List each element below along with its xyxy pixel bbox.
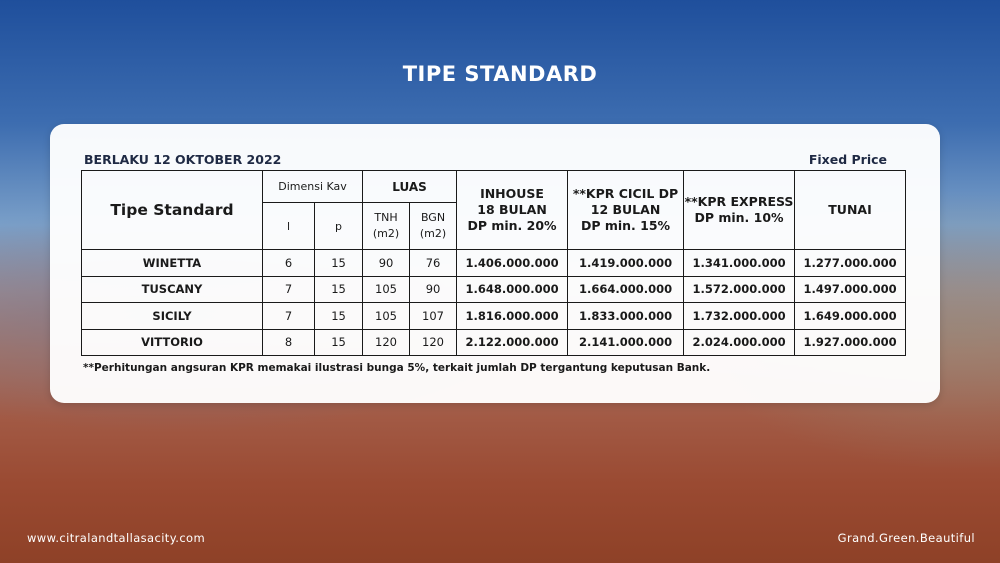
row-dimensi-l: 8 — [263, 329, 315, 356]
footer-tagline: Grand.Green.Beautiful — [837, 531, 975, 545]
price-card — [50, 124, 940, 403]
row-luas-bgn: 90 — [410, 276, 457, 303]
header-inhouse — [457, 171, 568, 250]
row-price-inhouse: 1.406.000.000 — [457, 250, 568, 277]
row-dimensi-p: 15 — [315, 250, 363, 277]
header-kpr-express — [684, 171, 795, 250]
row-dimensi-p: 15 — [315, 276, 363, 303]
row-price-inhouse: 2.122.000.000 — [457, 329, 568, 356]
page-title: TIPE STANDARD — [402, 62, 598, 86]
header-bgn-label: BGN — [420, 211, 446, 224]
row-price-inhouse: 1.648.000.000 — [457, 276, 568, 303]
table-row — [82, 250, 906, 277]
header-dimensi-l: l — [263, 203, 315, 250]
header-inhouse-line3: DP min. 20% — [467, 218, 557, 233]
header-tnh-unit: (m2) — [372, 227, 400, 240]
row-dimensi-l: 7 — [263, 276, 315, 303]
row-luas-tnh: 120 — [363, 329, 410, 356]
header-tunai: TUNAI — [795, 171, 906, 250]
row-luas-tnh: 105 — [363, 303, 410, 330]
header-tnh-label: TNH — [374, 211, 398, 224]
kpr-footnote: **Perhitungan angsuran KPR memakai ilustrasi bunga 5%, terkait jumlah DP tergantung keputusan Bank. — [83, 362, 711, 374]
row-price-kpr-cicil: 1.664.000.000 — [568, 276, 684, 303]
price-type-label: Fixed Price — [808, 152, 887, 167]
row-dimensi-l: 7 — [263, 303, 315, 330]
row-type-name: TUSCANY — [82, 276, 263, 303]
row-price-kpr-express: 2.024.000.000 — [684, 329, 795, 356]
row-price-inhouse: 1.816.000.000 — [457, 303, 568, 330]
header-kpr-cicil-line3: DP min. 15% — [580, 218, 671, 233]
table-header-row — [82, 171, 906, 203]
row-price-tunai: 1.649.000.000 — [795, 303, 906, 330]
row-price-tunai: 1.927.000.000 — [795, 329, 906, 356]
header-kpr-cicil — [568, 171, 684, 250]
header-luas: LUAS — [363, 171, 457, 203]
table-row — [82, 276, 906, 303]
header-bgn-unit: (m2) — [419, 227, 447, 240]
row-price-kpr-cicil: 1.419.000.000 — [568, 250, 684, 277]
row-luas-bgn: 120 — [410, 329, 457, 356]
footer-website: www.citralandtallasacity.com — [27, 531, 206, 545]
effective-date: BERLAKU 12 OKTOBER 2022 — [84, 152, 282, 167]
row-price-kpr-express: 1.732.000.000 — [684, 303, 795, 330]
row-luas-tnh: 90 — [363, 250, 410, 277]
header-dimensi-p: p — [315, 203, 363, 250]
row-dimensi-l: 6 — [263, 250, 315, 277]
header-inhouse-line1: INHOUSE — [480, 186, 544, 201]
row-price-kpr-cicil: 2.141.000.000 — [568, 329, 684, 356]
row-price-kpr-cicil: 1.833.000.000 — [568, 303, 684, 330]
row-price-kpr-express: 1.572.000.000 — [684, 276, 795, 303]
header-type: Tipe Standard — [82, 171, 263, 250]
row-type-name: VITTORIO — [82, 329, 263, 356]
row-luas-bgn: 76 — [410, 250, 457, 277]
row-price-tunai: 1.277.000.000 — [795, 250, 906, 277]
header-kpr-cicil-line1: **KPR CICIL DP — [572, 186, 679, 201]
row-dimensi-p: 15 — [315, 303, 363, 330]
header-inhouse-line2: 18 BULAN — [477, 202, 547, 217]
header-dimensi-kav: Dimensi Kav — [263, 171, 363, 203]
row-luas-bgn: 107 — [410, 303, 457, 330]
header-kpr-cicil-line2: 12 BULAN — [590, 202, 661, 217]
table-row — [82, 329, 906, 356]
price-table — [81, 170, 906, 356]
header-kpr-express-line2: DP min. 10% — [694, 210, 784, 225]
header-bgn — [410, 203, 457, 250]
header-tnh — [363, 203, 410, 250]
row-price-kpr-express: 1.341.000.000 — [684, 250, 795, 277]
row-dimensi-p: 15 — [315, 329, 363, 356]
row-luas-tnh: 105 — [363, 276, 410, 303]
row-type-name: SICILY — [82, 303, 263, 330]
header-kpr-express-line1: **KPR EXPRESS — [684, 194, 794, 209]
row-price-tunai: 1.497.000.000 — [795, 276, 906, 303]
table-row — [82, 303, 906, 330]
row-type-name: WINETTA — [82, 250, 263, 277]
